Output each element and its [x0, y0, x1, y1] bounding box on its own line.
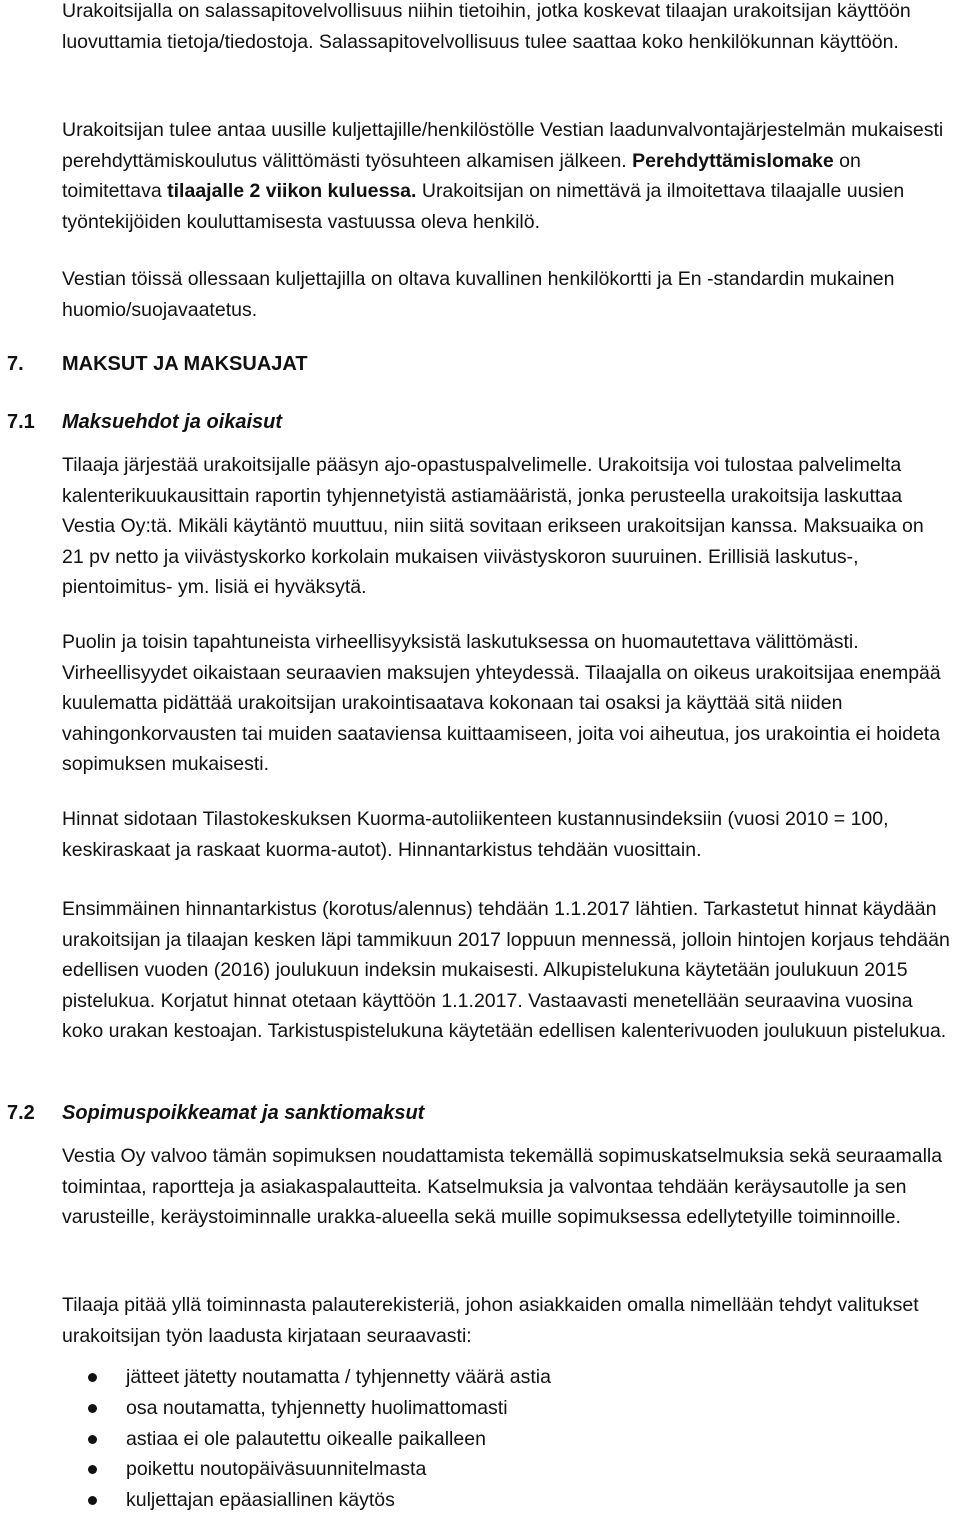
paragraph-billing-errors: Puolin ja toisin tapahtuneista virheellisyyksistä laskutuksessa on huomautettava välittömästi. Virheellisyydet oikaistaan seuraavien maksujen yhteydessä. Tilaajalla on oikeus urakoitsijaa enempää kuulematta pidättää urakoitsijan urakointisaatava kokonaan tai osaksi ja käyttää sitä niiden vahingonkorvausten tai muiden saataviensa kuittaamiseen, joita voi aiheutua, jos urakointia ei hoideta sopimuksen mukaisesti. [62, 631, 941, 776]
paragraph-induction [62, 115, 950, 237]
paragraph-confidentiality: Urakoitsijalla on salassapitovelvollisuus niihin tietoihin, jotka koskevat tilaajan urakoitsijan käyttöön luovuttamia tietoja/tiedostoja. Salassapitovelvollisuus tulee saattaa koko henkilökunnan käyttöön. [62, 0, 911, 53]
bullet-icon [88, 1465, 97, 1474]
section-7-heading [7, 349, 308, 379]
list-item [62, 1362, 551, 1393]
induction-text-c: on toimitettava [62, 149, 861, 203]
bullet-icon [88, 1496, 97, 1505]
paragraph-price-review: Ensimmäinen hinnantarkistus (korotus/alennus) tehdään 1.1.2017 lähtien. Tarkastetut hinnat käydään urakoitsijan ja tilaajan kesken läpi tammikuun 2017 loppuun mennessä, jolloin hintojen korjaus tehdään edellisen vuoden (2016) joulukuun indeksin mukaisesti. Alkupistelukuna käytetään joulukuun 2015 pistelukua. Korjatut hinnat otetaan käyttöön 1.1.2017. Vastaavasti menetellään seuraavina vuosina koko urakan kestoajan. Tarkistuspistelukuna käytetään edellisen kalenterivuoden joulukuun pistelukua. [62, 898, 950, 1043]
bullet-icon [88, 1404, 97, 1413]
section-7-2-number: 7.2 [7, 1102, 35, 1124]
paragraph-payment-terms: Tilaaja järjestää urakoitsijalle pääsyn ajo-opastuspalvelimelle. Urakoitsija voi tulostaa palvelimelta kalenterikuukausittain raportin tyhjennetyistä astiamääristä, jonka perusteella urakoitsija laskuttaa Vestia Oy:tä. Mikäli käytäntö muuttuu, niin siitä sovitaan erikseen urakoitsijan kanssa. Maksuaika on 21 pv netto ja viivästyskorko korkolain mukaisen viivästyskoron suuruinen. Erillisiä laskutus-, pientoimitus- ym. lisiä ei hyväksytä. [62, 454, 924, 599]
paragraph-id-card: Vestian töissä ollessaan kuljettajilla on oltava kuvallinen henkilökortti ja En -standardin mukainen huomio/suojavaatetus. [62, 268, 895, 321]
bullet-icon [88, 1435, 97, 1444]
list-item [62, 1393, 551, 1424]
section-7-1-number: 7.1 [7, 411, 35, 433]
induction-bold-form: Perehdyttämislomake [632, 149, 834, 172]
section-7-title: MAKSUT JA MAKSUAJAT [62, 353, 308, 375]
induction-bold-deadline: tilaajalle 2 viikon kuluessa. [167, 180, 417, 203]
section-7-number: 7. [7, 353, 24, 375]
induction-text-d: Urakoitsijan on nimettävä ja ilmoitettava tilaajalle uusien työntekijöiden kouluttamisesta vastuussa oleva henkilö. [62, 180, 905, 233]
bullet-icon [88, 1373, 97, 1382]
paragraph-feedback-register: Tilaaja pitää yllä toiminnasta palauterekisteriä, johon asiakkaiden omalla nimellään tehdyt valitukset urakoitsijan työn laadusta kirjataan seuraavasti: [62, 1294, 919, 1347]
list-item-text: astiaa ei ole palautettu oikealle paikalleen [126, 1427, 486, 1450]
paragraph-price-index: Hinnat sidotaan Tilastokeskuksen Kuorma-autoliikenteen kustannusindeksiin (vuosi 2010 = 100, keskiraskaat ja raskaat kuorma-autot). Hinnantarkistus tehdään vuosittain. [62, 808, 889, 861]
complaint-list [62, 1362, 551, 1516]
paragraph-monitoring: Vestia Oy valvoo tämän sopimuksen noudattamista tekemällä sopimuskatselmuksia sekä seuraamalla toimintaa, raportteja ja asiakaspalautteita. Katselmuksia ja valvontaa tehdään keräysautolle ja sen varusteille, keräystoiminnalle urakka-alueella sekä muille sopimuksessa edellytetyille toiminnoille. [62, 1145, 943, 1229]
list-item-text: poikettu noutopäiväsuunnitelmasta [126, 1458, 427, 1481]
induction-text-a: Urakoitsijan tulee antaa uusille kuljettajille/henkilöstölle Vestian laadunvalvontajärjestelmän mukaisesti perehdyttämiskoulutus välittömästi työsuhteen alkamisen jälkeen. [62, 119, 944, 172]
section-7-1-title: Maksuehdot ja oikaisut [62, 411, 283, 433]
list-item [62, 1454, 551, 1485]
section-7-1-heading [7, 407, 283, 437]
list-item [62, 1485, 551, 1516]
list-item-text: kuljettajan epäasiallinen käytös [126, 1489, 395, 1512]
list-item-text: osa noutamatta, tyhjennetty huolimattomasti [126, 1396, 508, 1419]
section-7-2-heading [7, 1098, 425, 1128]
list-item [62, 1424, 551, 1455]
section-7-2-title: Sopimuspoikkeamat ja sanktiomaksut [62, 1102, 425, 1124]
list-item-text: jätteet jätetty noutamatta / tyhjennetty väärä astia [126, 1366, 551, 1388]
